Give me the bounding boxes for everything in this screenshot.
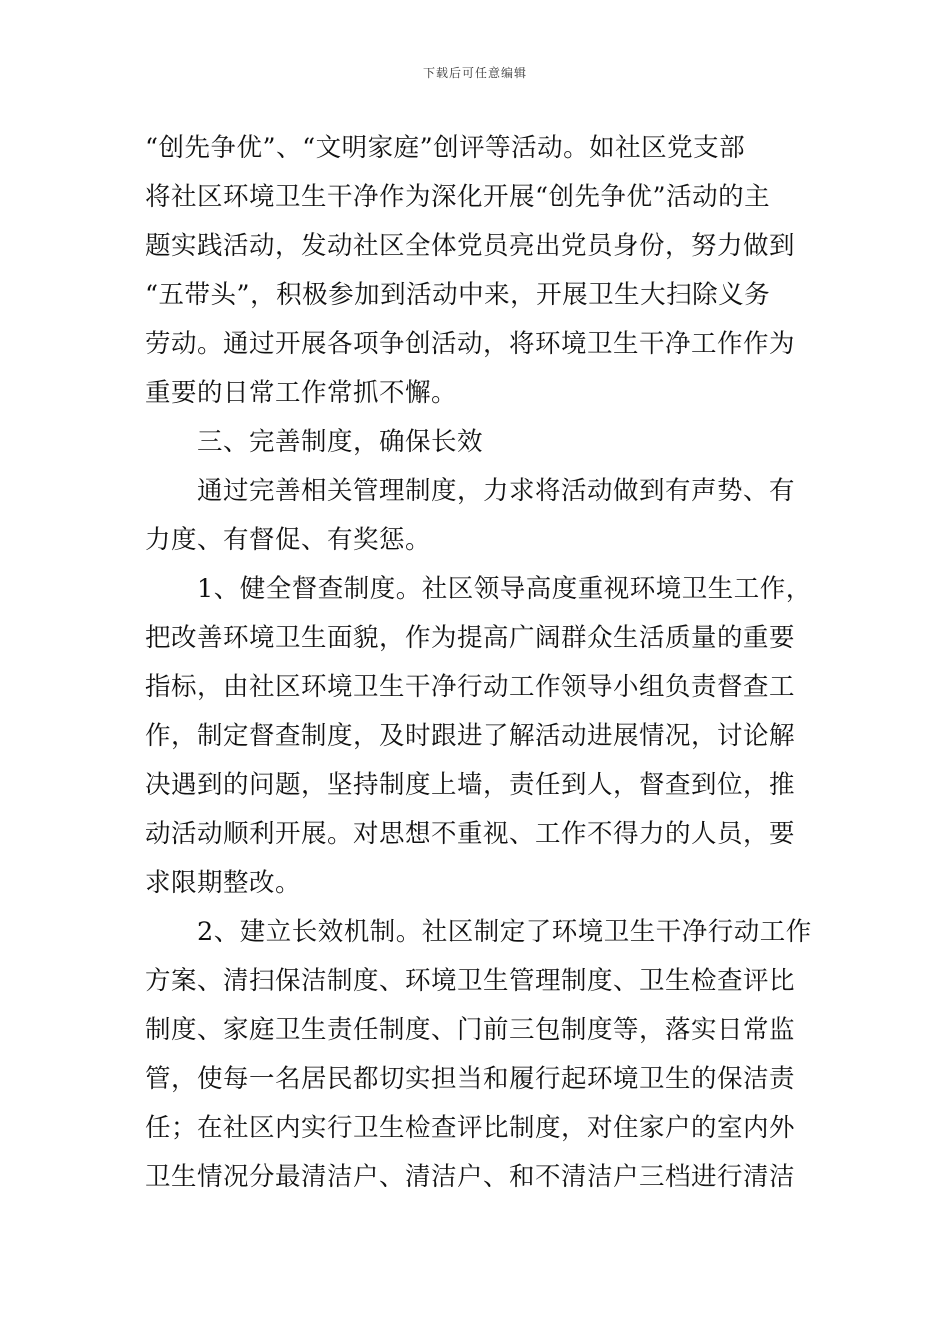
body-line: 1、健全督查制度。社区领导高度重视环境卫生工作， [197, 574, 812, 604]
body-line: 动活动顺利开展。对思想不重视、工作不得力的人员，要 [145, 819, 796, 849]
body-line: 题实践活动，发动社区全体党员亮出党员身份，努力做到 [145, 231, 796, 261]
header-note: 下载后可任意编辑 [422, 66, 527, 80]
body-line: 任；在社区内实行卫生检查评比制度，对住家户的室内外 [145, 1113, 796, 1143]
body-line: 管，使每一名居民都切实担当和履行起环境卫生的保洁责 [145, 1064, 796, 1094]
body-line: 把改善环境卫生面貌，作为提高广阔群众生活质量的重要 [145, 623, 796, 653]
body-line: 卫生情况分最清洁户、清洁户、和不清洁户三档进行清洁 [145, 1162, 796, 1192]
body-line: 作，制定督查制度，及时跟进了解活动进展情况，讨论解 [145, 721, 796, 751]
body-line: 决遇到的问题，坚持制度上墙，责任到人，督查到位，推 [145, 770, 796, 800]
body-line: 力度、有督促、有奖惩。 [145, 525, 432, 555]
body-line: 2、建立长效机制。社区制定了环境卫生干净行动工作 [197, 917, 812, 947]
body-line: 求限期整改。 [145, 868, 302, 898]
body-line: 指标，由社区环境卫生干净行动工作领导小组负责督查工 [145, 672, 796, 702]
body-line: 劳动。通过开展各项争创活动，将环境卫生干净工作作为 [145, 329, 796, 359]
body-line: 将社区环境卫生干净作为深化开展“创先争优”活动的主 [145, 182, 771, 212]
body-line: 方案、清扫保洁制度、环境卫生管理制度、卫生检查评比 [145, 966, 796, 996]
body-line: 制度、家庭卫生责任制度、门前三包制度等，落实日常监 [145, 1015, 796, 1045]
body-line: 通过完善相关管理制度，力求将活动做到有声势、有 [197, 476, 796, 506]
body-line: “创先争优”、“文明家庭”创评等活动。如社区党支部 [145, 133, 746, 163]
document-body [145, 124, 810, 1202]
body-line: 重要的日常工作常抓不懈。 [145, 378, 458, 408]
section-heading: 三、完善制度，确保长效 [197, 427, 484, 457]
body-line: “五带头”，积极参加到活动中来，开展卫生大扫除义务 [145, 280, 771, 310]
